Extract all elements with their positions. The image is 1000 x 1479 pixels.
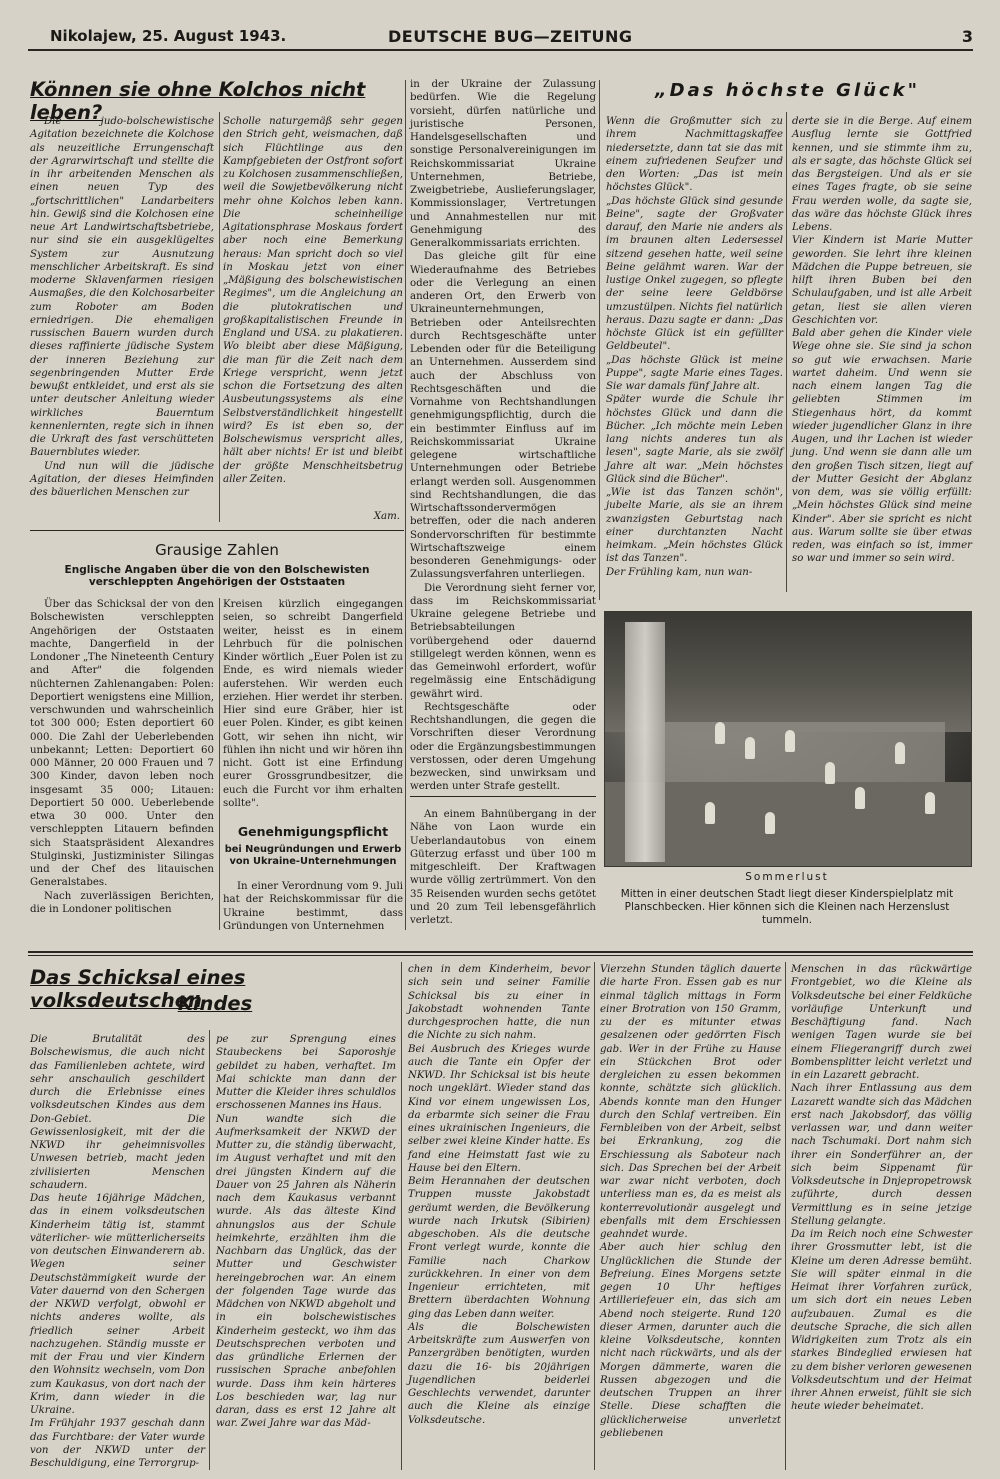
photo-child	[745, 737, 755, 759]
grausige-paragraph: Über das Schicksal der von den Bolschewisten verschleppten Angehörigen der Oststaaten machte, Dangerfield in der Londoner „The Nineteenth Century and After" die folgenden nüchternen Zahlenangaben: Polen: Deportiert wenigstens eine Million, verschwunden und wahrscheinlich tot 300 000; Esten deportiert 60 000. Die Zahl der Ueberlebenden unbekannt; Letten: Deportiert 60 000 Männer, 20 000 Frauen und 7 300 Kinder, davon leben noch insgesamt 35 000; Litauen: Deportiert 50 000. Ueberlebende etwa 30 000. Unter den verschleppten Litauern befinden sich Staatspräsident Alexandres Stulginski, Justizminister Silingas und der Chef des litauischen Generalstabes.	[30, 599, 214, 889]
kolchos-paragraph: Und nun will die jüdische Agitation, der dieses Heimfinden des bäuerlichen Menschen zur	[30, 460, 214, 498]
schicksal-title-line-2: Kindes	[177, 992, 253, 1015]
glueck-column-1: Wenn die Großmutter sich zu ihrem Nachmittagskaffee niedersetzte, dann tat sie das mit einem zufriedenen Seufzer und den Worten: „Das ist mein höchstes Glück". „Das höchste Glück sind gesunde Beine", sagte der Großvater darauf, den Marie nie anders als im braunen alten Ledersessel sitzend gesehen hatte, weil seine Beine gelähmt waren. War der lustige Onkel zugegen, so pflegte der seine leere Geldbörse umzustülpen. Nichts fiel natürlich heraus. Dazu sagte er dann: „Das höchste Glück ist ein gefüllter Geldbeutel". „Das höchste Glück ist meine Puppe", sagte Marie eines Tages. Sie war damals fünf Jahre alt. Später wurde die Schule ihr höchstes Glück und dann die Bücher. „Ich möchte mein Leben lang nichts anderes tun als lesen", sagte Marie, als sie zwölf Jahre alt war. „Mein höchstes Glück sind die Bücher". „Wie ist das Tanzen schön", jubelte Marie, als sie an ihrem zwanzigsten Geburtstag nach einer durchtanzten Nacht heimkam. „Mein höchstes Glück ist das Tanzen". Der Frühling kam, nun wan-	[606, 116, 783, 578]
column-rule	[599, 80, 600, 600]
header-date-place: Nikolajew, 25. August 1943.	[50, 27, 287, 45]
photo-caption-title: Sommerlust	[745, 871, 829, 883]
section-rule	[30, 530, 404, 531]
column-rule	[219, 112, 220, 522]
schicksal-column-4: Vierzehn Stunden täglich dauerte die harte Fron. Essen gab es nur einmal täglich mittags in Form einer Brotration von 150 Gramm, zu der es mitunter etwas gesalzenen oder gedörrten Fisch gab. Wer in der Frühe zu Hause ein Stückchen Brot oder dergleichen zu essen bekommen konnte, schätzte sich glücklich. Abends konnte man den Hunger durch den Schlaf vertreiben. Ein Fernbleiben von der Arbeit, selbst bei Erkrankung, zog die Erschiessung als Saboteur nach sich. Das Sprechen bei der Arbeit war zwar nicht verboten, doch unterliess man es, da es meist als konterrevolutionär ausgelegt und ebenfalls mit dem Erschiessen geahndet wurde. Aber auch hier schlug den Unglücklichen die Stunde der Befreiung. Eines Morgens setzte gegen 10 Uhr heftiges Artilleriefeuer ein, das sich am Abend noch steigerte. Rund 120 dieser Armen, darunter auch die kleine Volksdeutsche, konnten nicht nach rückwärts, und als der Morgen dämmerte, waren die Russen abgezogen und die deutschen Truppen an ihrer Stelle. Diese schafften die glücklicherweise unverletzt gebliebenen	[600, 964, 781, 1439]
genehmigung-column-3	[410, 78, 596, 793]
glueck-title: „Das höchste Glück"	[655, 80, 920, 101]
column-rule	[785, 962, 786, 1470]
kolchos-paragraph: Die judo-bolschewistische Agitation bezeichnete die Kolchose als neuzeitliche Errungenschaft der Agrarwirtschaft und stellte die in ihr arbeitenden Menschen als einen neuen Typ des „fortschrittlichen" Landarbeiters hin. Gewiß sind die Kolchosen eine neue Art Landwirtschaftsbetriebe, nur sind sie ein ausgeklügeltes System zur Ausnutzung menschlicher Arbeitskraft. Es sind moderne Sklavenfarmen riesigen Ausmaßes, die den Kolchosarbeiter zum Roboter am Boden erniedrigen. Die ehemaligen russischen Bauern wurden durch dieses raffinierte jüdische System der inneren Beziehung zur segenbringenden Mutter Erde bewußt entkleidet, und erst als sie unter deutscher Anleitung wieder wirkliches Bauerntum kennenlernten, regte sich in ihnen die Urkraft des fast verschütteten Bauernblutes wieder.	[30, 116, 214, 459]
photo-caption: Mitten in einer deutschen Stadt liegt dieser Kinderspielplatz mit Planschbecken. Hier können sich die Kleinen nach Herzenslust tummeln.	[620, 888, 954, 926]
kolchos-author: Xam.	[373, 511, 400, 522]
kolchos-column-1	[30, 115, 214, 525]
section-rule	[410, 796, 596, 797]
column-rule	[786, 112, 787, 592]
photo-child	[925, 792, 935, 814]
genehmigung-intro	[223, 880, 403, 932]
header-paper-name: DEUTSCHE BUG—ZEITUNG	[388, 27, 633, 46]
photo-child	[895, 742, 905, 764]
bahn-paragraph: An einem Bahnübergang in der Nähe von Laon wurde ein Ueberlandautobus von einem Güterzug erfasst und über 100 m mitgeschleift. Der Kraftwagen wurde völlig zertrümmert. Von den 35 Reisenden wurden sechs getötet und 20 zum Teil lebensgefährlich verletzt.	[410, 809, 596, 926]
photo-child	[855, 787, 865, 809]
photo-fountain	[625, 622, 665, 862]
photo-child	[785, 730, 795, 752]
grausige-column-1	[30, 598, 214, 934]
section-rule	[28, 951, 973, 953]
grausige-subtitle: Englische Angaben über die von den Bolschewisten verschleppten Angehörigen der Oststaaten	[64, 564, 370, 588]
bahn-article	[410, 808, 596, 933]
schicksal-title-line-1: Das Schicksal eines volksdeutschen	[30, 966, 246, 1012]
header-page-number: 3	[961, 27, 973, 46]
photo-child	[715, 722, 725, 744]
grausige-title: Grausige Zahlen	[155, 541, 279, 559]
column-rule	[401, 962, 402, 1470]
kolchos-column-2	[223, 115, 403, 515]
genehmigung-paragraph: Rechtsgeschäfte oder Rechtshandlungen, die gegen die Vorschriften dieser Verordnung oder die Ergänzungsbestimmungen verstossen, oder deren Umgehung bezwecken, sind unwirksam und werden unter Strafe gestellt.	[410, 701, 596, 793]
grausige-paragraph: Nach zuverlässigen Berichten, die in Londoner politischen	[30, 890, 214, 915]
column-rule	[594, 962, 595, 1470]
header-rule	[28, 49, 973, 51]
genehmigung-paragraph: In einer Verordnung vom 9. Juli hat der Reichskommissar für die Ukraine bestimmt, dass Gründungen von Unternehmen	[223, 881, 403, 932]
column-rule	[219, 598, 220, 930]
genehmigung-paragraph: Das gleiche gilt für eine Wiederaufnahme des Betriebes oder die Verlegung an einen anderen Ort, den Erwerb von Ukraineunternehmungen, Betrieben oder Anteilsrechten durch Rechtsgeschäfte unter Lebenden oder für die Beteiligung an Unternehmen. Ausserdem sind auch der Abschluss von Rechtsgeschäften und die Vornahme von Rechtshandlungen genehmigungspflichtig, durch die ein bestimmter Einfluss auf im Reichskommissariat Ukraine gelegene wirtschaftliche Unternehmungen oder Betriebe erlangt werden soll. Ausgenommen sind Rechtshandlungen, die das Wirtschaftssondervermögen betreffen, oder die nach anderen Sondervorschriften für bestimmte Wirtschaftszweige einem besonderen Genehmigungs- oder Zulassungsverfahren unterliegen.	[410, 251, 596, 581]
section-rule	[28, 955, 973, 956]
genehmigung-paragraph: Die Verordnung sieht ferner vor, dass im Reichskommissariat Ukraine gelegene Betriebe und Betriebsabteilungen vorübergehend oder dauernd stillgelegt werden können, wenn es das Gemeinwohl erfordert, wofür regelmässig eine Entschädigung gewährt wird.	[410, 582, 596, 700]
photo-child	[765, 812, 775, 834]
grausige-paragraph: Kreisen kürzlich eingegangen seien, so schreibt Dangerfield weiter, heisst es in einem Lehrbuch für die polnischen Kinder wörtlich „Euer Polen ist zu Ende, es wird niemals wieder auferstehen. Wir werden euch erziehen. Hier werdet ihr sterben. Hier sind eure Gräber, hier ist euer Polen. Kinder, es gibt keinen Gott, wir sehen ihn nicht, wir fühlen ihn nicht und wir hören ihn nicht. Gott ist eine Erfindung eurer Grossgrundbesitzer, die euch die Furcht vor ihm erhalten sollte".	[223, 599, 403, 809]
kolchos-title: Können sie ohne Kolchos nicht leben?	[30, 78, 366, 124]
photo-child	[825, 762, 835, 784]
kolchos-paragraph: Scholle naturgemäß sehr gegen den Strich geht, weismachen, daß sich Flüchtlinge aus den Kampfgebieten der Ostfront sofort zu Kolchosen zusammenschließen, weil die Sowjetbevölkerung nicht mehr ohne Kolchos leben kann. Die scheinheilige Agitationsphrase Moskaus fordert aber noch eine Bemerkung heraus: Man spricht doch so viel in Moskau jetzt von einer „Mäßigung des bolschewistischen Regimes", um die Angleichung an die plutokratischen und großkapitalistischen Freunde in England und USA. zu plakatieren. Wo bleibt aber diese Mäßigung, die man für die Zeit nach dem Kriege verspricht, wenn jetzt schon die Fortsetzung des alten Ausbeutungssystems als eine Selbstverständlichkeit hingestellt wird? Es ist eben so, der Bolschewismus verspricht alles, hält aber nichts! Er ist und bleibt der größte Menschheitsbetrug aller Zeiten.	[223, 116, 403, 485]
page-header	[28, 27, 973, 49]
column-rule	[405, 80, 406, 930]
schicksal-column-3: chen in dem Kinderheim, bevor sich sein und seiner Familie Schicksal bis zu einer in Jakobstadt wohnenden Tante durchgesprochen hatte, die nun die Nichte zu sich nahm. Bei Ausbruch des Krieges wurde auch die Tante ein Opfer der NKWD. Ihr Schicksal ist bis heute noch ungeklärt. Wieder stand das Kind vor einem ungewissen Los, da erbarmte sich seiner die Frau eines ukrainischen Ingenieurs, die selber zwei kleine Kinder hatte. Es fand eine Heimstatt fast wie zu Hause bei den Eltern. Beim Herannahen der deutschen Truppen musste Jakobstadt geräumt werden, die Bevölkerung wurde nach Irkutsk (Sibirien) abgeschoben. Als die deutsche Front verlegt wurde, konnte die Familie nach Charkow zurückkehren. In einer von dem Ingenieur errichteten, mit Brettern überdachten Wohnung ging das Leben dann weiter. Als die Bolschewisten Arbeitskräfte zum Auswerfen von Panzergräben benötigten, wurden dazu die 16- bis 20jährigen Jugendlichen beiderlei Geschlechts verwendet, darunter auch die Kleine als einzige Volksdeutsche.	[408, 964, 590, 1426]
column-rule	[209, 1030, 210, 1470]
playground-photo	[604, 611, 972, 867]
genehmigung-subtitle: bei Neugründungen und Erwerb von Ukraine-Unternehmungen	[224, 844, 402, 867]
schicksal-column-1: Die Brutalität des Bolschewismus, die auch nicht das Familienleben achtete, wird sehr anschaulich geschildert durch die Erlebnisse eines volksdeutschen Kindes aus dem Don-Gebiet. Die Gewissenlosigkeit, mit der die NKWD ihr geheimnisvolles Unwesen betrieb, macht jeden zivilisierten Menschen schaudern. Das heute 16jährige Mädchen, das in einem volksdeutschen Kinderheim tätig ist, stammt väterlicher- wie mütterlicherseits von deutschen Einwanderern ab. Wegen seiner Deutschstämmigkeit wurde der Vater dauernd von den Schergen der NKWD verfolgt, obwohl er nichts anderes wollte, als friedlich seiner Arbeit nachzugehen. Ständig musste er mit der Frau und vier Kindern den Wohnsitz wechseln, vom Don zum Kaukasus, von dort nach der Krim, dann wieder in die Ukraine. Im Frühjahr 1937 geschah dann das Furchtbare: der Vater wurde von der NKWD unter der Beschuldigung, eine Terrorgrup-	[30, 1034, 205, 1469]
schicksal-column-2: pe zur Sprengung eines Staubeckens bei Saporoshje gebildet zu haben, verhaftet. Im Mai schickte man dann der Mutter die Kleider ihres schuldlos erschossenen Mannes ins Haus. Nun wandte sich die Aufmerksamkeit der NKWD der Mutter zu, die ständig überwacht, im August verhaftet und mit den drei jüngsten Kindern auf die Dauer von 25 Jahren als Näherin nach dem Kaukasus verbannt wurde. Als das älteste Kind ahnungslos aus der Schule heimkehrte, erzählten ihm die Nachbarn das Unglück, das der Mutter und Geschwister hereingebrochen war. An einem der folgenden Tage wurde das Mädchen von NKWD abgeholt und in ein bolschewistisches Kinderheim gesteckt, wo ihm das Deutschsprechen verboten und das gründliche Erlernen der russischen Sprache anbefohlen wurde. Dass ihm kein härteres Los beschieden war, lag nur daran, dass es erst 12 Jahre alt war. Zwei Jahre war das Mäd-	[216, 1034, 396, 1430]
glueck-column-2: derte sie in die Berge. Auf einem Ausflug lernte sie Gottfried kennen, und sie stimmte ihm zu, als er sagte, das höchste Glück sei das Bergsteigen. Und als er sie eines Tages fragte, ob sie seine Frau werden wolle, da sagte sie, das wäre das höchste Glück ihres Lebens. Vier Kindern ist Marie Mutter geworden. Sie lehrt ihre kleinen Mädchen die Puppe betreuen, sie hilft ihren Buben bei den Schulaufgaben, und ist alle Arbeit getan, liest sie allen vieren Geschichten vor. Bald aber gehen die Kinder viele Wege ohne sie. Sie sind ja schon so gut wie erwachsen. Marie wartet daheim. Und wenn sie nach einem langen Tag die geliebten Stimmen im Stiegenhaus hört, da kommt wieder jugendlicher Glanz in ihre Augen, und ihr Lachen ist wieder jung. Und wenn sie dann alle um den großen Tisch sitzen, liegt auf der Mutter Gesicht der Abglanz von dem, was sie völlig erfüllt: „Mein höchstes Glück sind meine Kinder". Aber sie spricht es nicht aus. Warum sollte sie über etwas reden, was einfach so ist, immer so war und immer so sein wird.	[792, 116, 972, 565]
grausige-column-2	[223, 598, 403, 816]
genehmigung-title: Genehmigungspflicht	[237, 824, 389, 839]
photo-child	[705, 802, 715, 824]
schicksal-column-5: Menschen in das rückwärtige Frontgebiet, wo die Kleine als Volksdeutsche bei einer Feldküche vorläufige Unterkunft und Beschäftigung fand. Nach wenigen Tagen wurde sie bei einem Fliegerangriff durch zwei Bombensplitter leicht verletzt und in ein Lazarett gebracht. Nach ihrer Entlassung aus dem Lazarett wandte sich das Mädchen erst nach Jakobsdorf, das völlig verlassen war, und dann weiter nach Tschumaki. Dort nahm sich ihrer ein Sonderführer an, der sich beim Sippenamt für Volksdeutsche in Dnjepropetrowsk zuführte, durch dessen Vermittlung es in seine jetzige Stellung gelangte. Da im Reich noch eine Schwester ihrer Grossmutter lebt, ist die Kleine um deren Adresse bemüht. Sie will später einmal in die Heimat ihrer Vorfahren zurück, um sich dort ein neues Leben aufzubauen. Zumal es die deutsche Sprache, die sich allen Widrigkeiten zum Trotz als ein starkes Bindeglied erwiesen hat zu dem bisher verloren gewesenen Volksdeutschtum und der Heimat ihrer Ahnen erweist, fühlt sie sich heute wieder beheimatet.	[791, 964, 972, 1413]
genehmigung-paragraph: in der Ukraine der Zulassung bedürfen. Wie die Regelung vorsieht, dürfen natürliche und juristische Personen, Handelsgesellschaften und sonstige Personalvereinigungen im Reichskommissariat Ukraine Unternehmen, Betriebe, Zweigbetriebe, Auslieferungslager, Kommissionslager, Vertretungen und Annahmestellen nur mit Genehmigung des Generalkommissariats errichten.	[410, 79, 596, 249]
